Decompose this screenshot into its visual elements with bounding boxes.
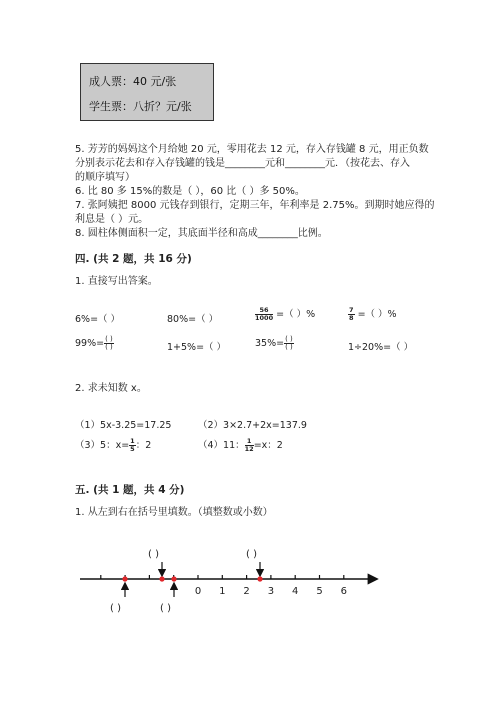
answer-1-plus-5-percent: 1+5%=（ ） <box>167 342 227 353</box>
answer-1-div-20-percent: 1÷20%=（ ） <box>348 342 414 353</box>
question-8: 8. 圆柱体侧面积一定，其底面半径和高成________比例。 <box>75 228 328 239</box>
equation-1: （1）5x-3.25=17.25 <box>75 420 172 431</box>
question-6: 6. 比 80 多 15%的数是（ ），60 比（ ）多 50%。 <box>75 186 305 197</box>
adult-ticket-price: 成人票：40 元/张 <box>89 75 177 88</box>
question-7-line-2: 利息是（ ）元。 <box>75 214 149 225</box>
fraction-1-12: $\frac{1}{12}$ <box>244 437 254 453</box>
answer-99-percent: 99%= $\frac{( )}{( )}$ <box>75 335 113 351</box>
number-line-tick-label: 2 <box>243 586 250 597</box>
fraction-56-1000: $\frac{56}{1000}$ <box>255 306 274 322</box>
fraction-1-5: $\frac{1}{5}$ <box>130 437 135 453</box>
red-point <box>257 576 262 581</box>
answer-80-percent: 80%=（ ） <box>167 314 219 325</box>
question-5-line-1: 5. 芳芳的妈妈这个月给她 20 元，零用花去 12 元，存入存钱罐 8 元，用正负数 <box>75 144 429 155</box>
blank-below-left: ( ) <box>110 603 121 614</box>
section-5-title: 五. (共 1 题，共 4 分) <box>75 484 185 496</box>
fraction-7-8: $\frac{7}{8}$ <box>349 306 354 322</box>
section-4-title: 四. (共 2 题，共 16 分) <box>75 253 192 265</box>
number-line-tick-label: 5 <box>316 586 323 597</box>
red-point <box>171 576 176 581</box>
number-line-tick-labels <box>195 586 347 597</box>
blank-above-left: ( ) <box>148 549 159 560</box>
section-4-question-2: 2. 求未知数 x。 <box>75 383 147 394</box>
equation-2: （2）3×2.7+2x=137.9 <box>198 420 307 431</box>
blank-fraction: $\frac{( )}{( )}$ <box>285 335 293 351</box>
number-line-tick-label: 0 <box>194 586 202 597</box>
blank-above-right: ( ) <box>246 549 257 560</box>
section-5-question-1: 1. 从左到右在括号里填数。（填整数或小数） <box>75 507 273 518</box>
equation-4: （4）11： $\frac{1}{12}$ =x：2 <box>198 437 283 453</box>
question-5-line-3: 的顺序填写） <box>75 172 135 183</box>
equation-3: （3）5：x= $\frac{1}{5}$ ：2 <box>75 437 152 453</box>
answer-35-percent: 35%= $\frac{( )}{( )}$ <box>255 335 293 351</box>
red-point <box>159 576 164 581</box>
answer-fraction-7-8: $\frac{7}{8}$ =（ ）% <box>349 306 397 322</box>
answer-6-percent: 6%=（ ） <box>75 314 121 325</box>
blank-below-right: ( ) <box>160 603 171 614</box>
red-point <box>122 576 127 581</box>
answer-fraction-56-1000: $\frac{56}{1000}$ =（ ）% <box>255 306 316 322</box>
blank-fraction: $\frac{( )}{( )}$ <box>105 335 113 351</box>
number-line-tick-label: 3 <box>267 586 275 597</box>
question-5-line-2: 分别表示花去和存入存钱罐的钱是________元和________元．（按花去、存入 <box>75 158 410 169</box>
question-7-line-1: 7. 张阿姨把 8000 元钱存到银行，定期三年，年利率是 2.75%。到期时她应得的 <box>75 200 435 211</box>
student-ticket-price: 学生票：八折？元/张 <box>89 100 192 113</box>
number-line-tick-label: 6 <box>340 586 347 597</box>
section-4-question-1: 1. 直接写出答案。 <box>75 276 158 287</box>
number-line-tick-label: 1 <box>219 586 226 597</box>
number-line-tick-label: 4 <box>292 586 299 597</box>
